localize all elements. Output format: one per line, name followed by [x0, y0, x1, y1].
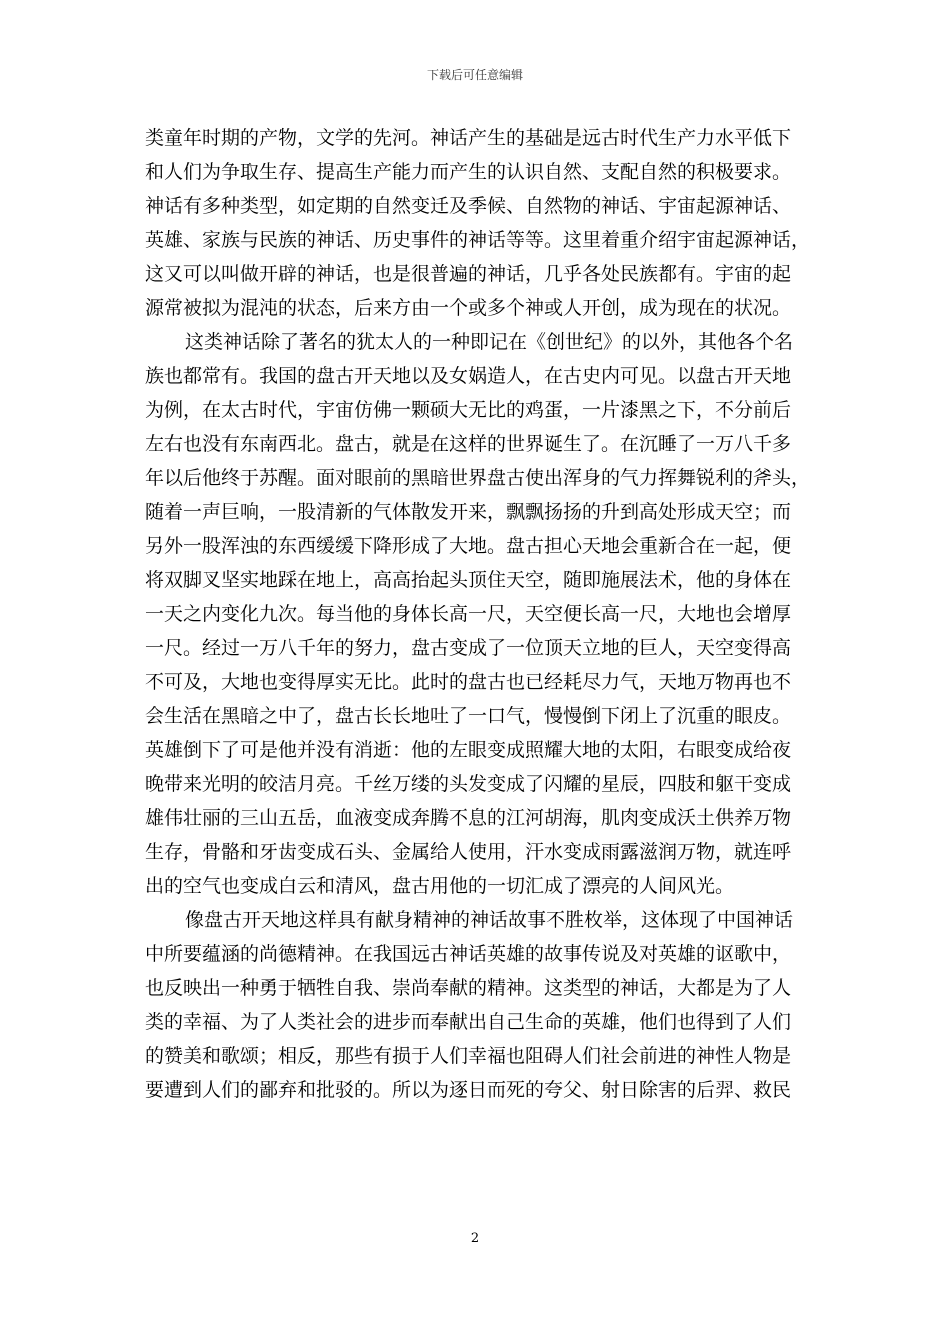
paragraph-2-line-0: 像盘古开天地这样具有献身精神的神话故事不胜枚举，这体现了中国神话 — [185, 909, 794, 931]
paragraph-2-line-2: 也反映出一种勇于牺牲自我、崇尚奉献的精神。这类型的神话，大都是为了人 — [145, 977, 792, 999]
paragraph-2-line-4: 的赞美和歌颂；相反，那些有损于人们幸福也阻碍人们社会前进的神性人物是 — [145, 1045, 792, 1067]
paragraph-1-line-4: 年以后他终于苏醒。面对眼前的黑暗世界盘古使出浑身的气力挥舞锐利的斧头， — [145, 467, 811, 489]
paragraph-1-line-16: 出的空气也变成白云和清风，盘古用他的一切汇成了漂亮的人间风光。 — [145, 875, 735, 897]
page-header: 下载后可任意编辑 — [426, 68, 523, 82]
paragraph-1-line-2: 为例，在太古时代，宇宙仿佛一颗硕大无比的鸡蛋，一片漆黑之下，不分前后 — [145, 399, 792, 421]
paragraph-1-line-6: 另外一股浑浊的东西缓缓下降形成了大地。盘古担心天地会重新合在一起，便 — [145, 535, 792, 557]
paragraph-1-line-8: 一天之内变化九次。每当他的身体长高一尺，天空便长高一尺，大地也会增厚 — [145, 603, 792, 625]
paragraph-1-line-7: 将双脚叉坚实地踩在地上，高高抬起头顶住天空，随即施展法术，他的身体在 — [145, 569, 792, 591]
paragraph-1-line-11: 会生活在黑暗之中了，盘古长长地吐了一口气，慢慢倒下闭上了沉重的眼皮。 — [145, 705, 792, 727]
paragraph-1-line-12: 英雄倒下了可是他并没有消逝：他的左眼变成照耀大地的太阳，右眼变成给夜 — [145, 739, 792, 761]
body-text — [145, 121, 811, 1107]
paragraph-1-line-10: 不可及，大地也变得厚实无比。此时的盘古也已经耗尽力气，天地万物再也不 — [145, 671, 792, 693]
paragraph-2-line-5: 要遭到人们的鄙弃和批驳的。所以为逐日而死的夸父、射日除害的后羿、救民 — [145, 1079, 792, 1101]
paragraph-1-line-9: 一尺。经过一万八千年的努力，盘古变成了一位顶天立地的巨人，天空变得高 — [145, 637, 792, 659]
paragraph-1-line-15: 生存，骨骼和牙齿变成石头、金属给人使用，汗水变成雨露滋润万物，就连呼 — [145, 841, 792, 863]
paragraph-0-line-4: 这又可以叫做开辟的神话，也是很普遍的神话，几乎各处民族都有。宇宙的起 — [145, 263, 792, 285]
paragraph-1-line-0: 这类神话除了著名的犹太人的一种即记在《创世纪》的以外，其他各个名 — [185, 331, 794, 353]
paragraph-0-line-5: 源常被拟为混沌的状态，后来方由一个或多个神或人开创，成为现在的状况。 — [145, 297, 792, 319]
page-number: 2 — [470, 1231, 480, 1246]
paragraph-0-line-2: 神话有多种类型，如定期的自然变迁及季候、自然物的神话、宇宙起源神话、 — [145, 195, 792, 217]
paragraph-1-line-14: 雄伟壮丽的三山五岳，血液变成奔腾不息的江河胡海，肌肉变成沃土供养万物 — [145, 807, 792, 829]
paragraph-1-line-13: 晚带来光明的皎洁月亮。千丝万缕的头发变成了闪耀的星辰，四肢和躯干变成 — [145, 773, 792, 795]
paragraph-2-line-1: 中所要蕴涵的尚德精神。在我国远古神话英雄的故事传说及对英雄的讴歌中， — [145, 943, 792, 965]
paragraph-0-line-1: 和人们为争取生存、提高生产能力而产生的认识自然、支配自然的积极要求。 — [145, 161, 792, 183]
paragraph-1-line-5: 随着一声巨响，一股清新的气体散发开来，飘飘扬扬的升到高处形成天空；而 — [145, 501, 792, 523]
paragraph-0-line-3: 英雄、家族与民族的神话、历史事件的神话等等。这里着重介绍宇宙起源神话， — [145, 229, 811, 251]
paragraph-1-line-3: 左右也没有东南西北。盘古，就是在这样的世界诞生了。在沉睡了一万八千多 — [145, 433, 792, 455]
paragraph-0-line-0: 类童年时期的产物，文学的先河。神话产生的基础是远古时代生产力水平低下 — [145, 127, 792, 149]
paragraph-2-line-3: 类的幸福、为了人类社会的进步而奉献出自己生命的英雄，他们也得到了人们 — [145, 1011, 792, 1033]
paragraph-1-line-1: 族也都常有。我国的盘古开天地以及女娲造人，在古史内可见。以盘古开天地 — [145, 365, 792, 387]
